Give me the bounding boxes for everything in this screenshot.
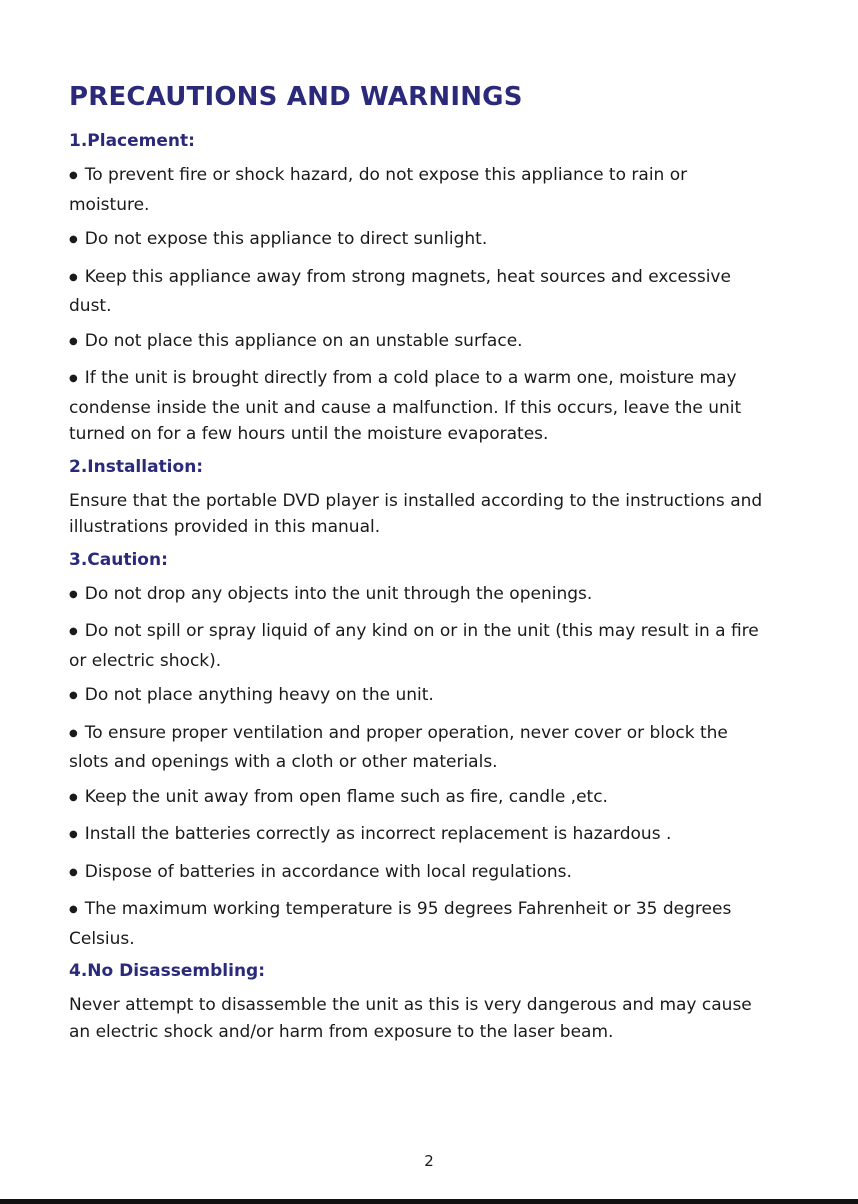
list-item: ● Keep this appliance away from strong magnets, heat sources and excessive dust.	[69, 264, 769, 320]
list-item: ● The maximum working temperature is 95 degrees Fahrenheit or 35 degrees Celsius.	[69, 896, 769, 952]
list-item: ● Do not drop any objects into the unit through the openings.	[69, 581, 769, 611]
list-item: ● If the unit is brought directly from a cold place to a warm one, moisture may condense inside the unit and cause a malfunction. If this occurs, leave the unit turned on for a few hours until the moisture evaporates.	[69, 365, 769, 448]
list-item: ● Do not spill or spray liquid of any kind on or in the unit (this may result in a fire or electric shock).	[69, 618, 769, 674]
section-heading-placement: 1.Placement:	[69, 131, 195, 151]
section-heading-installation: 2.Installation:	[69, 456, 204, 477]
list-item: ● Keep the unit away from open flame such as fire, candle ,etc.	[69, 784, 769, 814]
page-content	[69, 80, 769, 1053]
list-item: ● To prevent fire or shock hazard, do not expose this appliance to rain or moisture.	[69, 162, 769, 218]
section-paragraph: Never attempt to disassemble the unit as this is very dangerous and may cause an electric shock and/or harm from exposure to the laser beam.	[69, 995, 752, 1042]
list-item: ● Dispose of batteries in accordance with local regulations.	[69, 859, 769, 889]
list-item: ● Install the batteries correctly as incorrect replacement is hazardous .	[69, 821, 769, 851]
page-number: 2	[424, 1152, 434, 1170]
section-heading-no-disassembling: 4.No Disassembling:	[69, 961, 266, 981]
list-item: ● Do not place this appliance on an unstable surface.	[69, 328, 769, 358]
section-heading-caution: 3.Caution:	[69, 549, 168, 570]
list-item: ● To ensure proper ventilation and proper operation, never cover or block the slots and openings with a cloth or other materials.	[69, 720, 769, 776]
list-item: ● Do not place anything heavy on the unit.	[69, 682, 769, 712]
list-item: ● Do not expose this appliance to direct sunlight.	[69, 226, 769, 256]
page-title: PRECAUTIONS AND WARNINGS	[69, 82, 523, 112]
section-paragraph: Ensure that the portable DVD player is installed according to the instructions and illustrations provided in this manual.	[69, 490, 763, 537]
bottom-divider	[0, 1199, 858, 1204]
